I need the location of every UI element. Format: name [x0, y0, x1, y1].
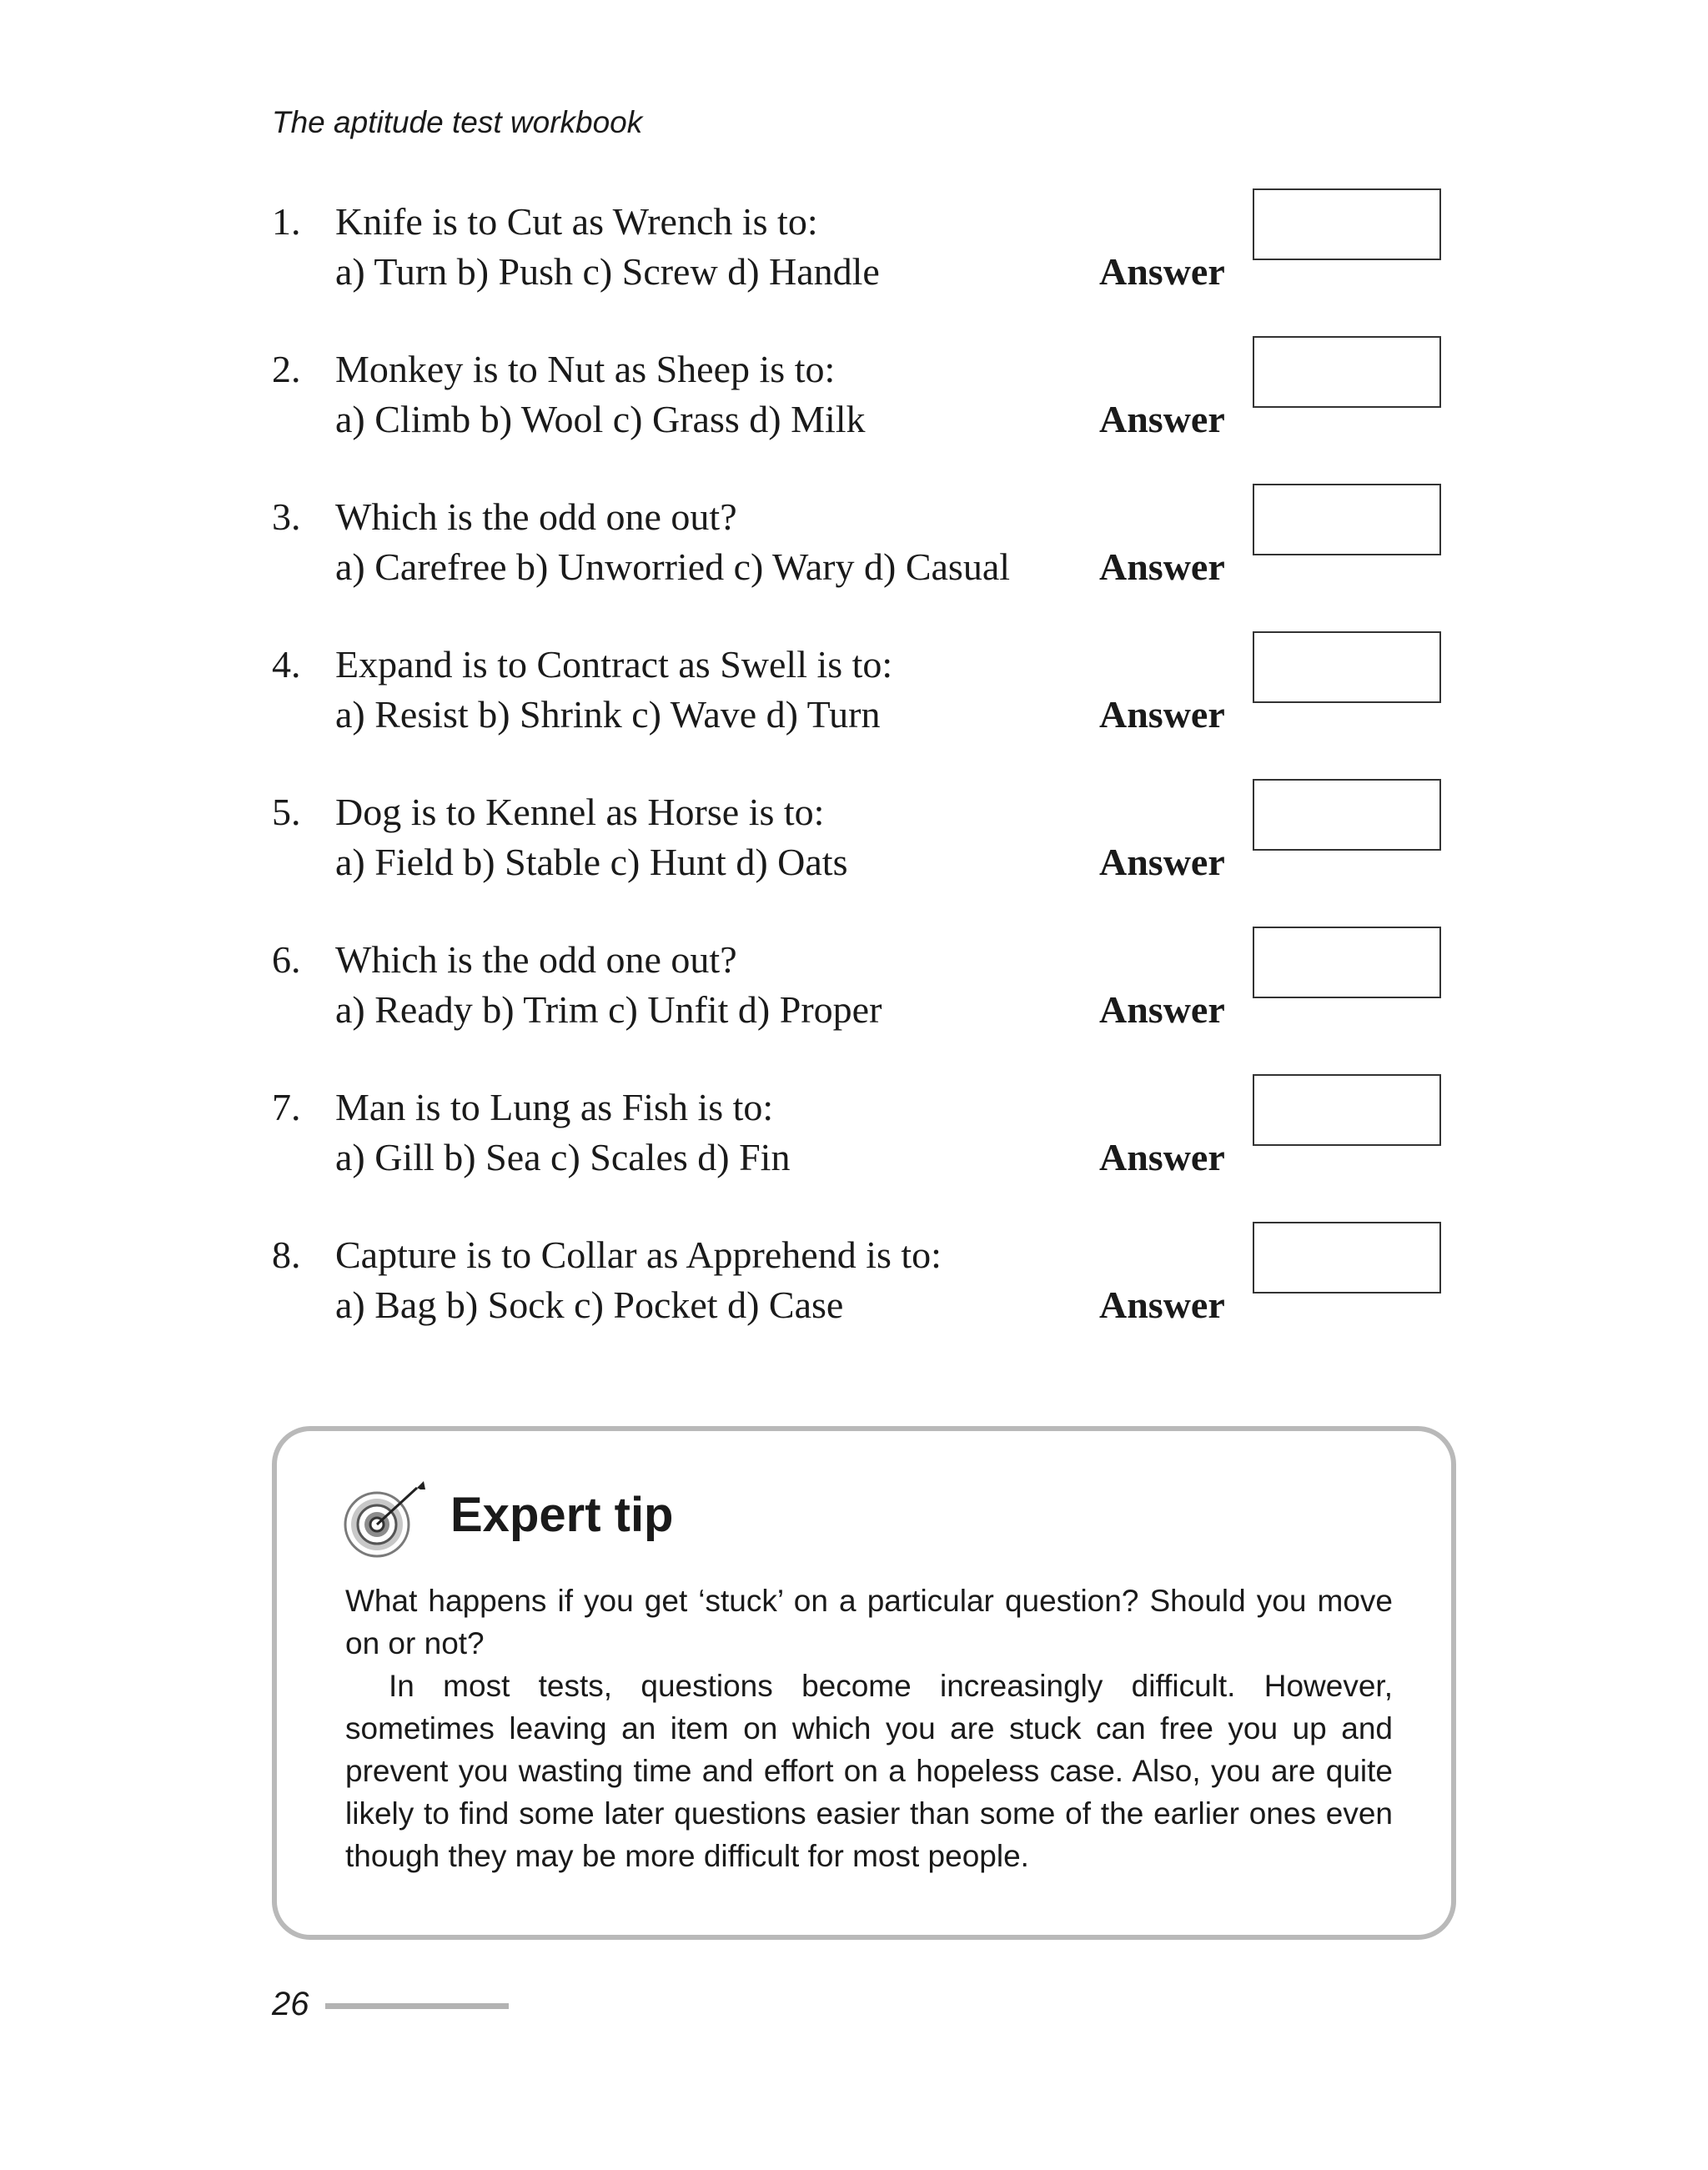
answer-box[interactable]	[1253, 631, 1441, 703]
question-stem: Monkey is to Nut as Sheep is to:	[335, 348, 836, 390]
answer-label: Answer	[1099, 693, 1225, 736]
question-number: 5.	[272, 791, 301, 833]
question-options: a) Bag b) Sock c) Pocket d) Case	[335, 1283, 844, 1326]
tip-paragraph: In most tests, questions become increasingly difficult. However, sometimes leaving an item on which you are stuck can free you up and prevent you wasting time and effort on a hopeless case. Also, you are quite likely to find some later questions easier than some of the earlier ones even though they may be more difficult for most people.	[345, 1669, 1393, 1873]
question-number: 7.	[272, 1086, 301, 1128]
question-number: 1.	[272, 200, 301, 243]
question-stem: Which is the odd one out?	[335, 495, 737, 538]
answer-label: Answer	[1099, 250, 1225, 293]
question-options: a) Ready b) Trim c) Unfit d) Proper	[335, 988, 882, 1031]
question-stem: Capture is to Collar as Apprehend is to:	[335, 1233, 942, 1276]
question-number: 3.	[272, 495, 301, 538]
question-2	[272, 344, 1439, 445]
question-number: 6.	[272, 938, 301, 981]
question-1	[272, 197, 1439, 297]
question-4	[272, 640, 1439, 740]
question-stem: Dog is to Kennel as Horse is to:	[335, 791, 825, 833]
answer-box[interactable]	[1253, 1074, 1441, 1146]
question-8	[272, 1230, 1439, 1330]
question-options: a) Resist b) Shrink c) Wave d) Turn	[335, 693, 881, 736]
question-stem: Man is to Lung as Fish is to:	[335, 1086, 774, 1128]
answer-box[interactable]	[1253, 188, 1441, 260]
expert-tip-box	[272, 1426, 1456, 1940]
expert-tip-title: Expert tip	[450, 1488, 674, 1542]
question-options: a) Carefree b) Unworried c) Wary d) Casual	[335, 545, 1011, 588]
answer-label: Answer	[1099, 545, 1225, 588]
question-number: 4.	[272, 643, 301, 686]
answer-label: Answer	[1099, 988, 1225, 1031]
question-options: a) Turn b) Push c) Screw d) Handle	[335, 250, 880, 293]
question-number: 2.	[272, 348, 301, 390]
question-7	[272, 1082, 1439, 1183]
page-number: 26	[272, 1986, 309, 2022]
question-6	[272, 935, 1439, 1035]
question-3	[272, 492, 1439, 592]
question-stem: Knife is to Cut as Wrench is to:	[335, 200, 818, 243]
running-header: The aptitude test workbook	[272, 105, 643, 139]
question-options: a) Gill b) Sea c) Scales d) Fin	[335, 1136, 791, 1178]
footer-rule	[325, 2003, 509, 2009]
answer-box[interactable]	[1253, 484, 1441, 555]
answer-label: Answer	[1099, 1283, 1225, 1326]
question-options: a) Field b) Stable c) Hunt d) Oats	[335, 841, 848, 883]
answer-label: Answer	[1099, 841, 1225, 883]
answer-box[interactable]	[1253, 1222, 1441, 1293]
question-options: a) Climb b) Wool c) Grass d) Milk	[335, 398, 866, 440]
target-icon	[344, 1478, 427, 1561]
answer-label: Answer	[1099, 1136, 1225, 1178]
question-stem: Which is the odd one out?	[335, 938, 737, 981]
question-number: 8.	[272, 1233, 301, 1276]
answer-label: Answer	[1099, 398, 1225, 440]
answer-box[interactable]	[1253, 927, 1441, 998]
question-5	[272, 787, 1439, 887]
tip-paragraph: What happens if you get ‘stuck’ on a particular question? Should you move on or not?	[345, 1584, 1393, 1660]
answer-box[interactable]	[1253, 336, 1441, 408]
answer-box[interactable]	[1253, 779, 1441, 851]
question-stem: Expand is to Contract as Swell is to:	[335, 643, 893, 686]
